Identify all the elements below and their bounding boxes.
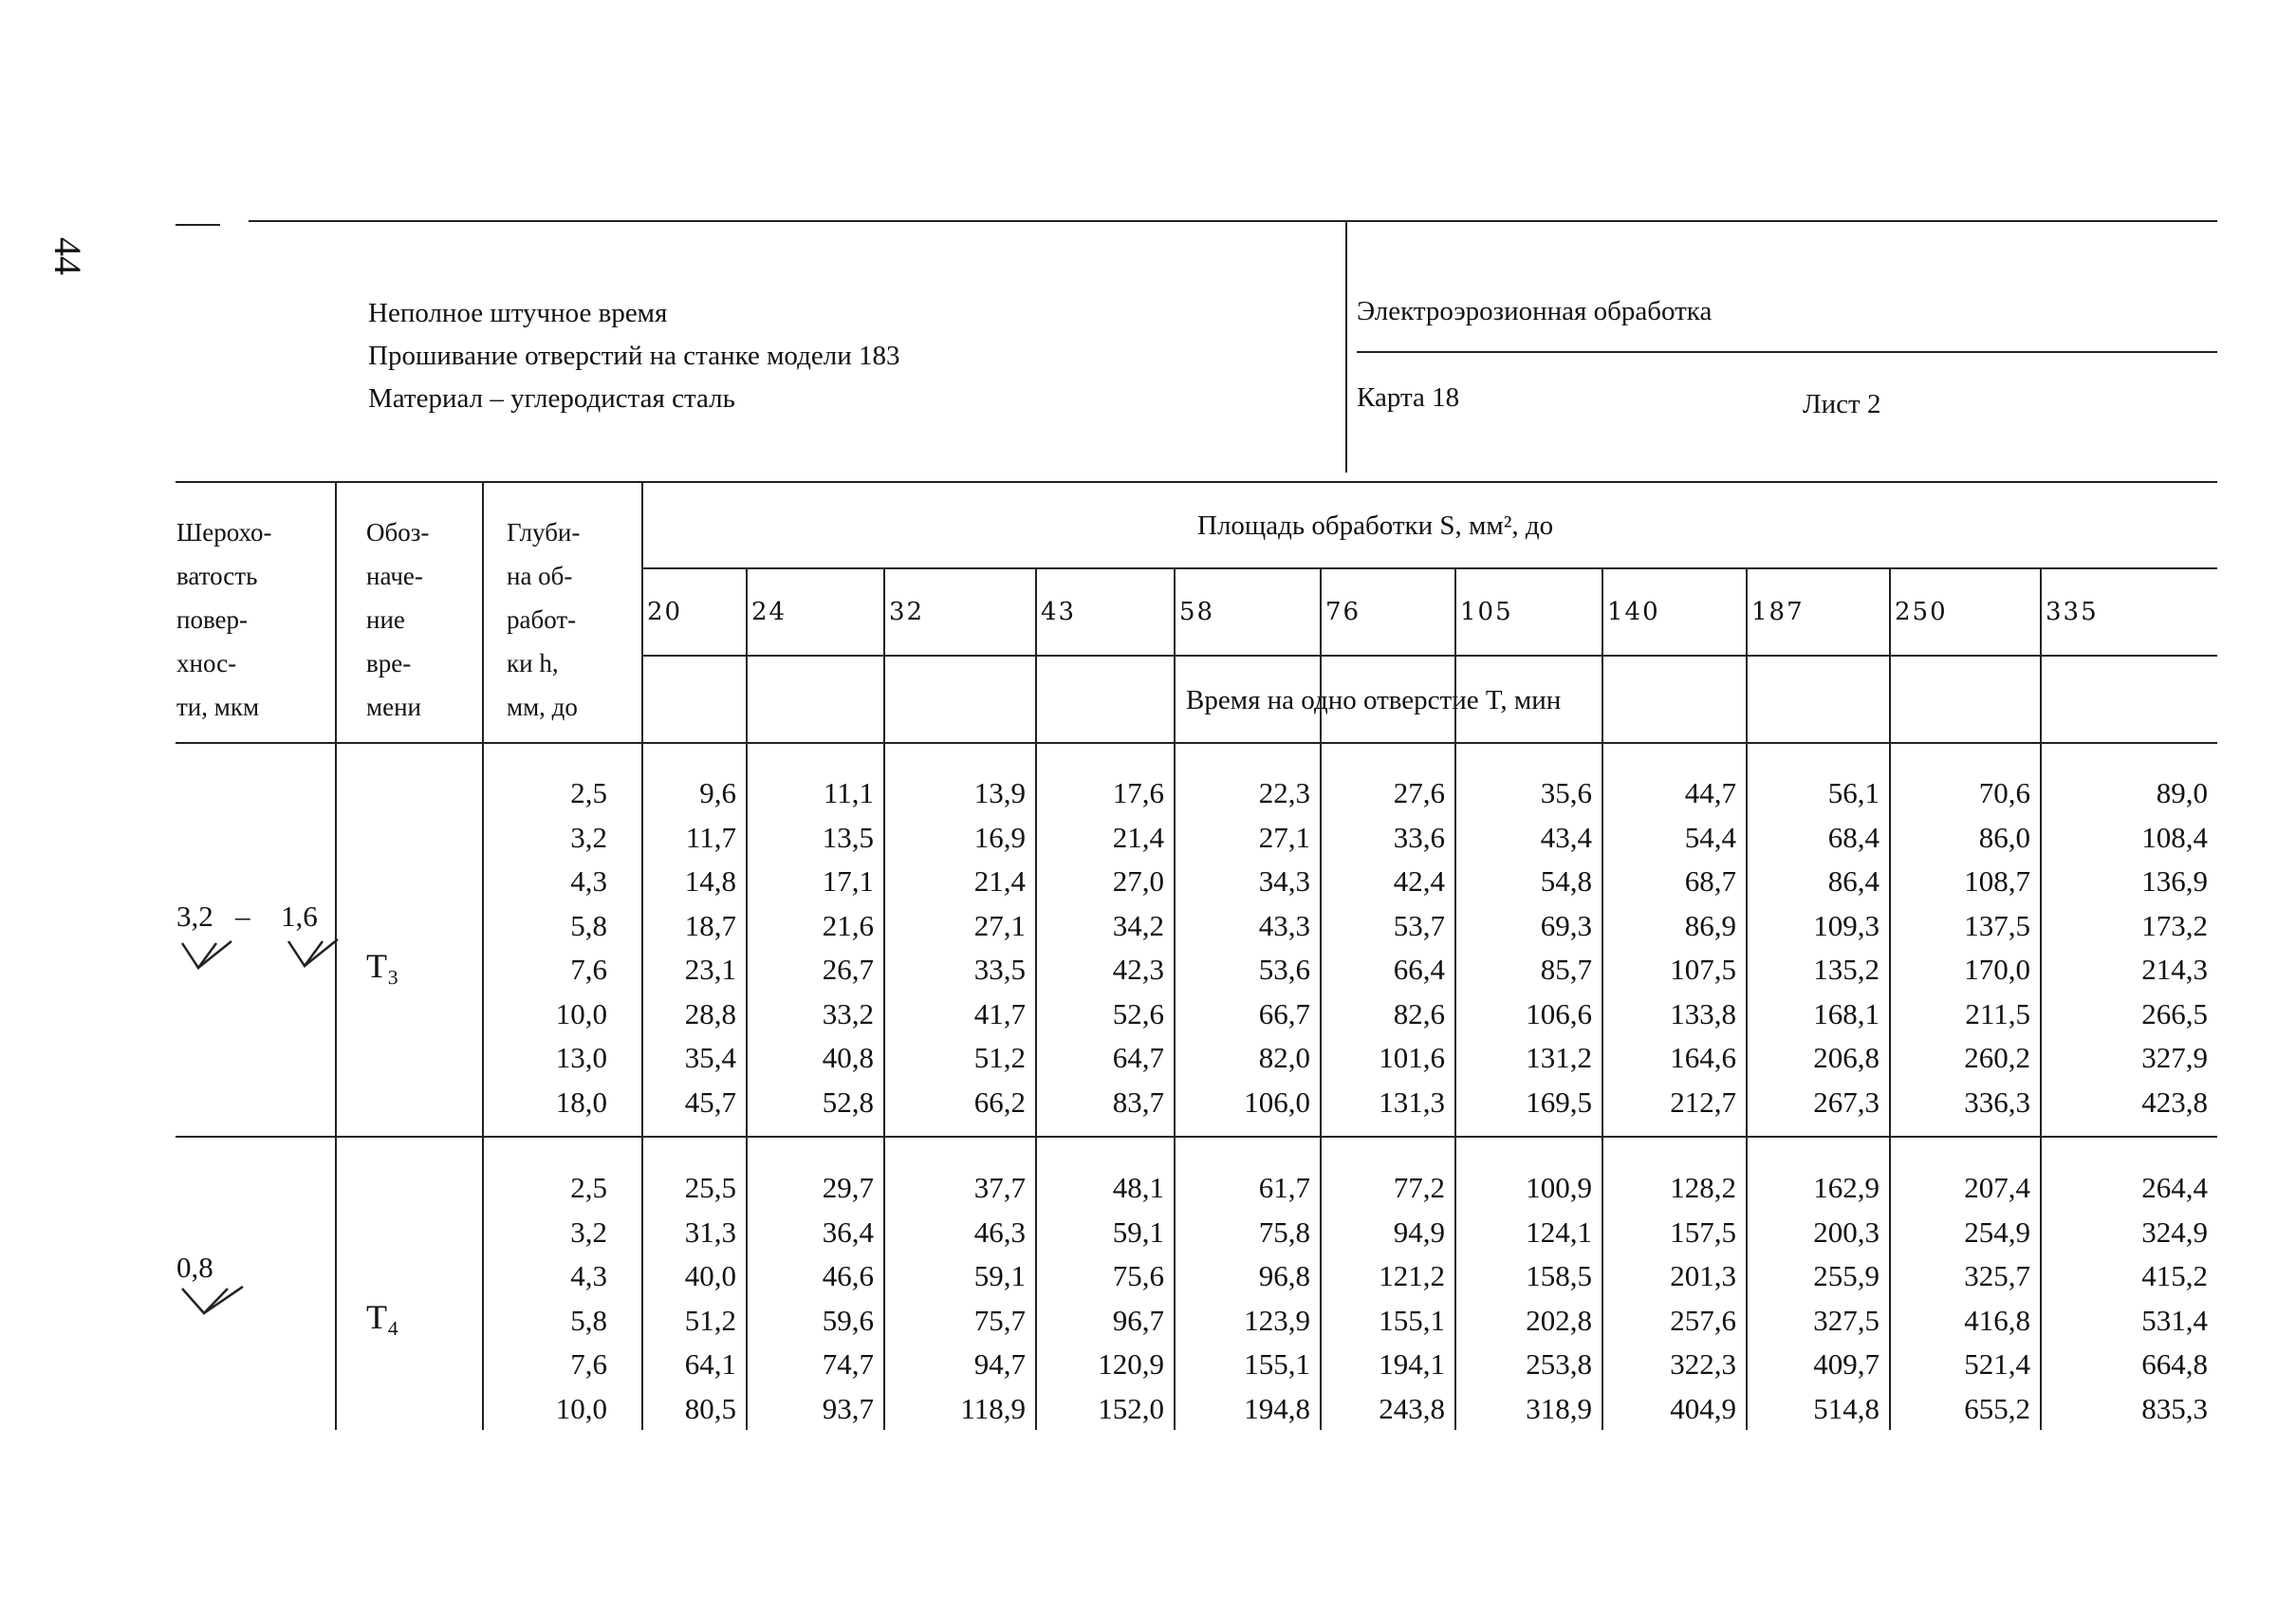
time-value: 56,1 [1827,776,1879,809]
depth-value: 10,0 [555,1391,607,1425]
col-header-depth [507,510,580,729]
time-value: 155,1 [1379,1303,1445,1337]
time-value: 86,4 [1827,864,1879,898]
time-value: 54,8 [1540,864,1592,898]
roughness-value: 1,6 [281,900,318,933]
time-value: 194,1 [1379,1347,1445,1381]
time-value: 131,3 [1379,1085,1445,1119]
depth-value: 18,0 [555,1085,607,1119]
time-header: Время на одно отверстие T, мин [1186,685,1562,715]
col-header-depth-line: Глуби- [507,518,581,547]
depth-value: 5,8 [570,908,607,942]
time-value: 106,6 [1526,996,1592,1030]
time-value: 93,7 [822,1391,874,1425]
time-value: 27,6 [1393,776,1445,809]
time-value: 94,7 [973,1347,1026,1381]
time-value: 521,4 [1964,1347,2030,1381]
time-value: 266,5 [2141,996,2208,1030]
time-value: 13,9 [973,776,1026,809]
time-value: 255,9 [1813,1259,1879,1292]
time-value: 69,3 [1540,908,1592,942]
col-header-roughness-line: ватость [176,562,258,590]
col-header-depth-line: мм, до [507,693,578,721]
time-value: 835,3 [2141,1391,2208,1425]
time-value: 53,7 [1393,908,1445,942]
time-value: 75,7 [973,1303,1026,1337]
time-value: 66,2 [973,1085,1026,1119]
area-col-divider [1602,567,1603,1430]
time-value: 202,8 [1526,1303,1592,1337]
col-header-roughness-line: повер- [176,605,249,634]
col-header-depth-line: на об- [507,562,573,590]
time-value: 243,8 [1379,1391,1445,1425]
time-value: 36,4 [822,1215,874,1249]
area-values-rule [643,655,2217,657]
roughness-dash: – [235,900,250,933]
col-header-designation-line: ние [366,605,405,634]
col-header-designation-line: Обоз- [366,518,430,547]
area-value: 24 [751,598,787,626]
time-value: 655,2 [1964,1391,2030,1425]
time-value: 26,7 [822,953,874,986]
time-value: 40,8 [822,1041,874,1074]
time-value: 168,1 [1813,996,1879,1030]
header-top-rule-short [176,224,220,226]
time-designation: T₃ [366,947,399,985]
time-value: 11,7 [685,820,736,854]
time-value: 107,5 [1670,953,1736,986]
time-value: 136,9 [2141,864,2208,898]
time-value: 336,3 [1964,1085,2030,1119]
time-value: 70,6 [1978,776,2030,809]
time-value: 131,2 [1526,1041,1592,1074]
header-title: Неполное штучное время [368,298,668,328]
area-value: 187 [1751,598,1805,626]
time-value: 267,3 [1813,1085,1879,1119]
time-value: 31,3 [684,1215,736,1249]
depth-value: 7,6 [570,1347,607,1381]
time-value: 257,6 [1670,1303,1736,1337]
time-value: 21,4 [1112,820,1164,854]
time-value: 108,7 [1964,864,2030,898]
time-value: 85,7 [1540,953,1592,986]
time-value: 13,5 [822,820,874,854]
time-value: 35,6 [1540,776,1592,809]
time-value: 318,9 [1526,1391,1592,1425]
time-value: 96,8 [1258,1259,1310,1292]
depth-value: 4,3 [570,1259,607,1292]
area-col-divider [746,567,748,1430]
time-value: 75,8 [1258,1215,1310,1249]
time-value: 106,0 [1244,1085,1310,1119]
time-value: 68,7 [1684,864,1736,898]
time-value: 53,6 [1258,953,1310,986]
time-value: 96,7 [1112,1303,1164,1337]
time-value: 34,3 [1258,864,1310,898]
time-value: 80,5 [684,1391,736,1425]
time-value: 52,6 [1112,996,1164,1030]
time-value: 158,5 [1526,1259,1592,1292]
header-operation: Прошивание отверстий на станке модели 183 [368,341,900,371]
time-value: 121,2 [1379,1259,1445,1292]
area-col-divider [1454,567,1456,1430]
time-value: 124,1 [1526,1215,1592,1249]
area-header-rule [643,567,2217,569]
time-value: 25,5 [684,1171,736,1204]
header-section-rule [1357,351,2217,353]
time-value: 264,4 [2141,1171,2208,1204]
time-value: 214,3 [2141,953,2208,986]
time-value: 327,5 [1813,1303,1879,1337]
time-value: 108,4 [2141,820,2208,854]
time-value: 17,1 [822,864,874,898]
time-value: 89,0 [2156,776,2208,809]
time-value: 133,8 [1670,996,1736,1030]
time-value: 52,8 [822,1085,874,1119]
depth-value: 3,2 [570,820,607,854]
time-value: 14,8 [684,864,736,898]
area-col-divider [1320,567,1322,1430]
time-value: 86,9 [1684,908,1736,942]
time-value: 101,6 [1379,1041,1445,1074]
roughness-symbol-icon [180,1285,247,1330]
time-value: 66,4 [1393,953,1445,986]
time-value: 21,4 [973,864,1026,898]
area-col-divider [1746,567,1748,1430]
col-header-designation-line: наче- [366,562,423,590]
time-value: 164,6 [1670,1041,1736,1074]
time-value: 74,7 [822,1347,874,1381]
col-header-roughness-line: Шерохо- [176,518,272,547]
time-value: 61,7 [1258,1171,1310,1204]
depth-value: 2,5 [570,1171,607,1204]
time-value: 59,6 [822,1303,874,1337]
area-value: 20 [647,598,683,626]
time-value: 409,7 [1813,1347,1879,1381]
header-section: Электроэрозионная обработка [1357,296,1713,326]
page-number: 44 [46,237,89,275]
time-value: 75,6 [1112,1259,1164,1292]
col-header-roughness-line: хнос- [176,649,237,677]
time-value: 325,7 [1964,1259,2030,1292]
time-value: 27,1 [973,908,1026,942]
area-value: 140 [1607,598,1660,626]
time-value: 46,3 [973,1215,1026,1249]
depth-value: 10,0 [555,996,607,1030]
time-value: 43,3 [1258,908,1310,942]
header-material: Материал – углеродистая сталь [368,383,735,414]
time-value: 173,2 [2141,908,2208,942]
time-value: 11,1 [823,776,874,809]
time-value: 29,7 [822,1171,874,1204]
col-header-designation [366,510,429,729]
col-header-designation-line: мени [366,693,421,721]
time-value: 59,1 [1112,1215,1164,1249]
time-value: 64,1 [684,1347,736,1381]
header-card: Карта 18 [1357,382,1460,413]
time-value: 77,2 [1393,1171,1445,1204]
header-sheet: Лист 2 [1803,389,1881,419]
time-value: 27,0 [1112,864,1164,898]
time-value: 46,6 [822,1259,874,1292]
header-divider [1345,220,1347,473]
time-value: 35,4 [684,1041,736,1074]
time-value: 48,1 [1112,1171,1164,1204]
roughness-symbol-icon [287,937,342,983]
area-col-divider [1174,567,1176,1430]
time-value: 44,7 [1684,776,1736,809]
time-value: 82,6 [1393,996,1445,1030]
col-divider-area [641,481,643,1430]
time-value: 200,3 [1813,1215,1879,1249]
header-top-rule [249,220,2217,222]
depth-value: 13,0 [555,1041,607,1074]
col-header-depth-line: ки h, [507,649,559,677]
time-value: 155,1 [1244,1347,1310,1381]
time-value: 118,9 [960,1391,1026,1425]
area-header: Площадь обработки S, мм², до [1197,510,1554,541]
col-header-roughness-line: ти, мкм [176,693,260,721]
time-value: 17,6 [1112,776,1164,809]
depth-value: 2,5 [570,776,607,809]
time-value: 22,3 [1258,776,1310,809]
area-value: 335 [2046,598,2099,626]
time-value: 42,3 [1112,953,1164,986]
time-value: 18,7 [684,908,736,942]
time-value: 59,1 [973,1259,1026,1292]
time-designation: T₄ [366,1297,399,1336]
time-value: 211,5 [1965,996,2030,1030]
time-value: 16,9 [973,820,1026,854]
time-value: 423,8 [2141,1085,2208,1119]
time-value: 207,4 [1964,1171,2030,1204]
time-value: 43,4 [1540,820,1592,854]
roughness-value: 3,2 [176,900,213,933]
time-value: 123,9 [1244,1303,1310,1337]
time-value: 109,3 [1813,908,1879,942]
roughness-symbol-icon [180,939,235,985]
time-value: 54,4 [1684,820,1736,854]
col-header-designation-line: вре- [366,649,412,677]
col-header-roughness [176,510,272,729]
time-value: 206,8 [1813,1041,1879,1074]
time-value: 51,2 [973,1041,1026,1074]
time-value: 128,2 [1670,1171,1736,1204]
time-value: 21,6 [822,908,874,942]
time-value: 23,1 [684,953,736,986]
time-value: 137,5 [1964,908,2030,942]
depth-value: 5,8 [570,1303,607,1337]
area-value: 105 [1460,598,1513,626]
time-value: 327,9 [2141,1041,2208,1074]
time-value: 201,3 [1670,1259,1736,1292]
area-value: 43 [1041,598,1077,626]
time-value: 68,4 [1827,820,1879,854]
time-value: 253,8 [1526,1347,1592,1381]
time-value: 82,0 [1258,1041,1310,1074]
time-value: 152,0 [1098,1391,1164,1425]
area-col-divider [883,567,885,1430]
time-value: 254,9 [1964,1215,2030,1249]
time-value: 42,4 [1393,864,1445,898]
time-value: 94,9 [1393,1215,1445,1249]
time-value: 322,3 [1670,1347,1736,1381]
time-value: 169,5 [1526,1085,1592,1119]
time-value: 86,0 [1978,820,2030,854]
time-value: 531,4 [2141,1303,2208,1337]
time-value: 41,7 [973,996,1026,1030]
time-value: 170,0 [1964,953,2030,986]
time-value: 664,8 [2141,1347,2208,1381]
time-value: 51,2 [684,1303,736,1337]
time-value: 45,7 [684,1085,736,1119]
depth-value: 4,3 [570,864,607,898]
time-value: 260,2 [1964,1041,2030,1074]
time-value: 64,7 [1112,1041,1164,1074]
area-value: 32 [889,598,925,626]
time-value: 324,9 [2141,1215,2208,1249]
time-value: 416,8 [1964,1303,2030,1337]
time-value: 157,5 [1670,1215,1736,1249]
time-value: 212,7 [1670,1085,1736,1119]
time-value: 120,9 [1098,1347,1164,1381]
time-value: 415,2 [2141,1259,2208,1292]
time-value: 28,8 [684,996,736,1030]
area-col-divider [1035,567,1037,1430]
time-value: 135,2 [1813,953,1879,986]
time-value: 33,2 [822,996,874,1030]
roughness-value: 0,8 [176,1251,213,1284]
area-value: 58 [1179,598,1215,626]
time-value: 33,5 [973,953,1026,986]
area-col-divider [1889,567,1891,1430]
time-value: 194,8 [1244,1391,1310,1425]
time-value: 66,7 [1258,996,1310,1030]
time-value: 37,7 [973,1171,1026,1204]
depth-value: 7,6 [570,953,607,986]
time-value: 100,9 [1526,1171,1592,1204]
area-value: 76 [1325,598,1361,626]
area-value: 250 [1895,598,1948,626]
time-value: 162,9 [1813,1171,1879,1204]
time-value: 9,6 [699,776,736,809]
time-value: 34,2 [1112,908,1164,942]
time-value: 404,9 [1670,1391,1736,1425]
time-value: 40,0 [684,1259,736,1292]
depth-value: 3,2 [570,1215,607,1249]
time-value: 514,8 [1813,1391,1879,1425]
time-value: 33,6 [1393,820,1445,854]
time-value: 83,7 [1112,1085,1164,1119]
col-header-depth-line: работ- [507,605,577,634]
area-col-divider [2040,567,2042,1430]
time-value: 27,1 [1258,820,1310,854]
